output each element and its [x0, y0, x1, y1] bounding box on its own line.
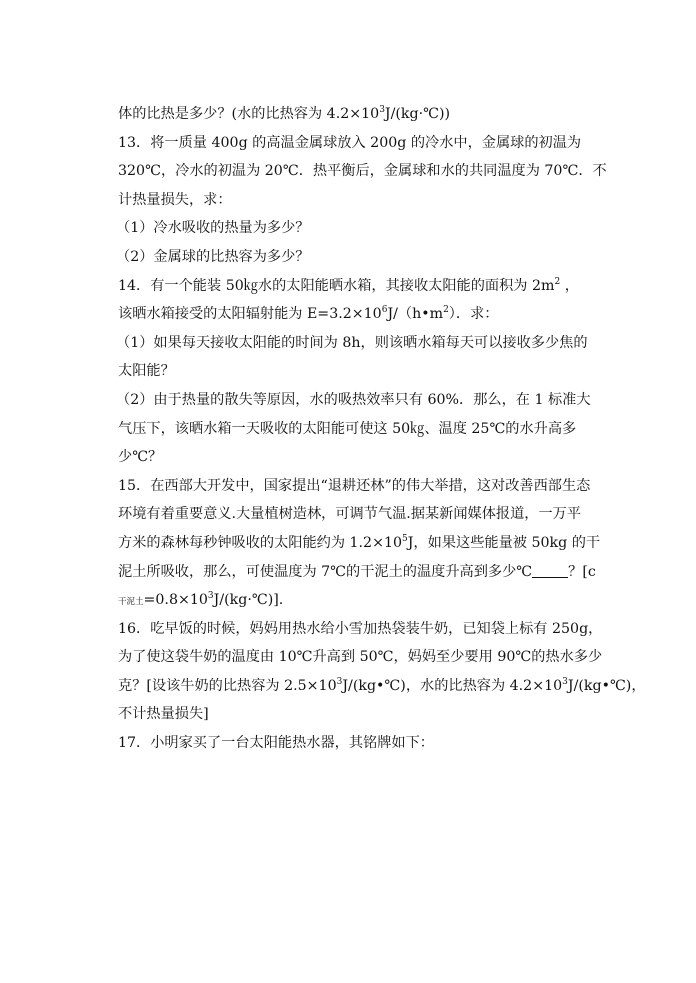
- text-line: 少℃？: [118, 449, 163, 466]
- sub-question: （1）如果每天接收太阳能的时间为 8h，则该晒水箱每天可以接收多少焦的: [116, 334, 588, 351]
- question-14-title: 14．有一个能装 50㎏水的太阳能晒水箱，其接收太阳能的面积为 $2m^2$ ，: [118, 276, 579, 294]
- text-line: 环境有着重要意义.大量植树造林，可调节气温.据某新闻媒体报道，一万平: [118, 506, 582, 523]
- answer-blank[interactable]: [532, 563, 568, 578]
- text-line: 为了使这袋牛奶的温度由 10℃升高到 50℃，妈妈至少要用 90℃的热水多少: [118, 649, 603, 666]
- text-line: 体的比热是多少？(水的比热容为 $4.2\times 10^3J/(kg\cdot℃)$): [118, 105, 451, 122]
- text-line: 方米的森林每秒钟吸收的太阳能约为 $1.2\times 10^5J$，如果这些能量被 50kg 的干: [118, 533, 601, 551]
- text-line: 泥土所吸收，那么，可使温度为 7℃的干泥土的温度升高到多少℃ ？[c: [118, 563, 596, 580]
- text-line: 计热量损失，求：: [118, 191, 232, 208]
- exercise-text: [116, 100, 646, 758]
- text-line: 太阳能？: [118, 363, 175, 380]
- sub-question: （2）金属球的比热容为多少？: [116, 248, 310, 265]
- sub-question: （2）由于热量的散失等原因，水的吸热效率只有 60%．那么，在 1 标准大: [116, 391, 591, 408]
- question-15-title: 15．在西部大开发中，国家提出“退耕还林”的伟大举措，这对改善西部生态: [118, 477, 591, 494]
- text-line: 该晒水箱接受的太阳辐射能为 $E=3.2\times 10^6J/(h•m^2)$．求：: [118, 305, 499, 323]
- text-line: 干泥土$=0.8\times 10^3J/(kg\cdot℃)$].: [118, 591, 284, 609]
- text-line: 320℃，冷水的初温为 20℃．热平衡后，金属球和水的共同温度为 70℃．不: [118, 163, 607, 180]
- sub-question: （1）冷水吸收的热量为多少？: [116, 220, 310, 237]
- text-line: 不计热量损失]: [118, 706, 209, 723]
- text-line: 克？[设该牛奶的比热容为 $2.5\times 10^3J/(kg•℃)$，水的比热容为 $4.2\times 10^3J/(kg•℃)$，: [118, 676, 646, 694]
- question-13-title: 13．将一质量 400g 的高温金属球放入 200g 的冷水中，金属球的初温为: [118, 134, 582, 151]
- text-line: 气压下，该晒水箱一天吸收的太阳能可使这 50㎏、温度 25℃的水升高多: [118, 420, 577, 437]
- question-17-title: 17．小明家买了一台太阳能热水器，其铭牌如下：: [118, 735, 434, 752]
- question-16-title: 16．吃早饭的时候，妈妈用热水给小雪加热袋装牛奶，已知袋上标有 250g，: [118, 620, 603, 637]
